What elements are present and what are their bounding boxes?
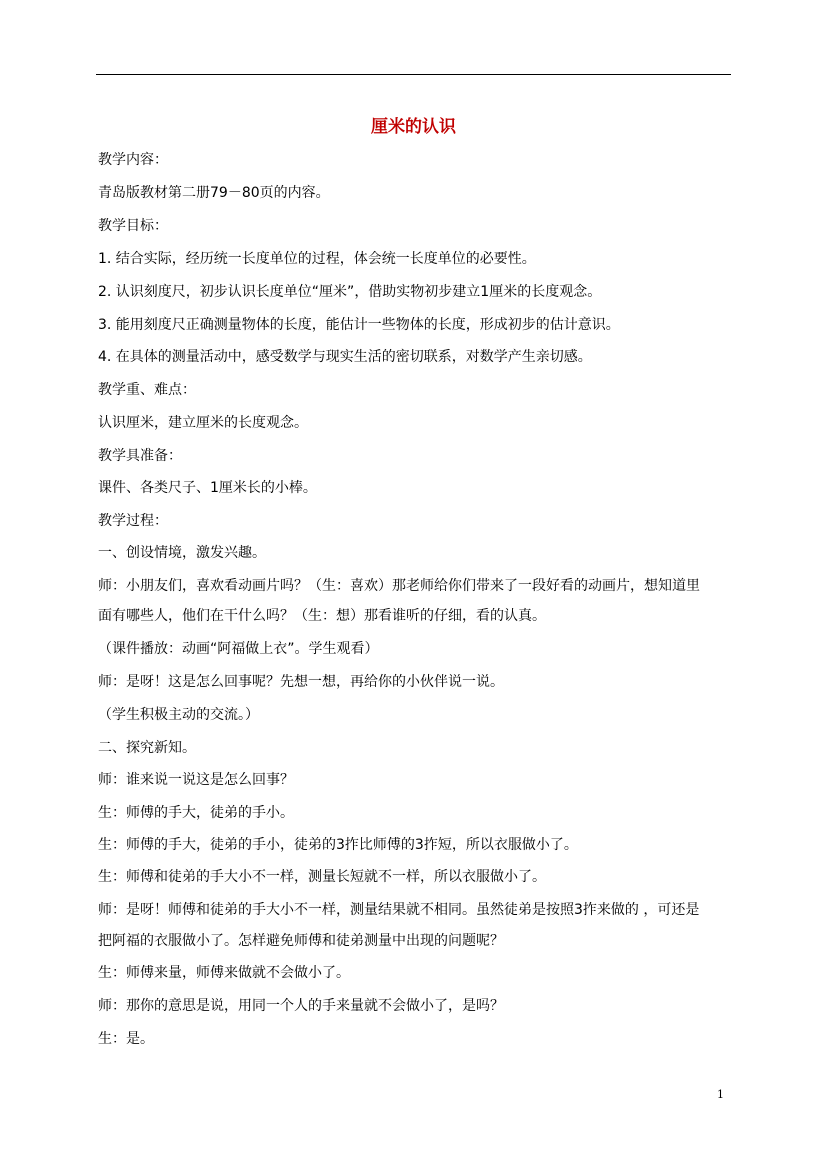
text-line: 把阿福的衣服做小了。怎样避免师傅和徒弟测量中出现的问题呢？: [98, 933, 504, 949]
text-line: 认识厘米，建立厘米的长度观念。: [98, 415, 308, 431]
text-line: 教学目标：: [98, 218, 168, 234]
text-line: 4. 在具体的测量活动中，感受数学与现实生活的密切联系，对数学产生亲切感。: [98, 349, 592, 365]
text-line: （学生积极主动的交流。）: [98, 707, 259, 723]
text-line: 教学内容：: [98, 152, 168, 168]
page-title: 厘米的认识: [371, 117, 456, 137]
text-line: 师：那你的意思是说，用同一个人的手来量就不会做小了，是吗？: [98, 998, 504, 1014]
text-line: 生：师傅的手大，徒弟的手小，徒弟的3拃比师傅的3拃短，所以衣服做小了。: [98, 837, 578, 853]
text-line: 1. 结合实际，经历统一长度单位的过程，体会统一长度单位的必要性。: [98, 251, 536, 267]
text-line: 师：谁来说一说这是怎么回事？: [98, 772, 294, 788]
text-line: 师：是呀！师傅和徒弟的手大小不一样，测量结果就不相同。虽然徒弟是按照3拃来做的 ，可还是: [98, 902, 700, 918]
text-line: 生：是。: [98, 1031, 154, 1047]
text-line: 教学重、难点：: [98, 382, 196, 398]
text-line: 教学过程：: [98, 513, 168, 529]
text-line: 一、创设情境，激发兴趣。: [98, 545, 266, 561]
text-line: 青岛版教材第二册79－80页的内容。: [98, 185, 330, 201]
text-line: 面有哪些人，他们在干什么吗？（生：想）那看谁听的仔细，看的认真。: [98, 608, 546, 624]
text-line: 教学具准备：: [98, 448, 182, 464]
page-number: 1: [717, 1088, 724, 1101]
text-line: 师：小朋友们，喜欢看动画片吗？（生：喜欢）那老师给你们带来了一段好看的动画片，想知道里: [98, 578, 700, 594]
text-line: 课件、各类尺子、1厘米长的小棒。: [98, 480, 317, 496]
text-line: （课件播放：动画“阿福做上衣”。学生观看）: [98, 641, 379, 657]
text-line: 3. 能用刻度尺正确测量物体的长度，能估计一些物体的长度，形成初步的估计意识。: [98, 317, 620, 333]
text-line: 二、探究新知。: [98, 740, 196, 756]
text-line: 生：师傅和徒弟的手大小不一样，测量长短就不一样，所以衣服做小了。: [98, 869, 546, 885]
text-line: 生：师傅来量，师傅来做就不会做小了。: [98, 965, 350, 981]
text-line: 生：师傅的手大，徒弟的手小。: [98, 805, 294, 821]
text-line: 2. 认识刻度尺，初步认识长度单位“厘米”，借助实物初步建立1厘米的长度观念。: [98, 284, 602, 300]
header-rule: [96, 74, 731, 75]
text-line: 师：是呀！这是怎么回事呢？先想一想，再给你的小伙伴说一说。: [98, 674, 504, 690]
